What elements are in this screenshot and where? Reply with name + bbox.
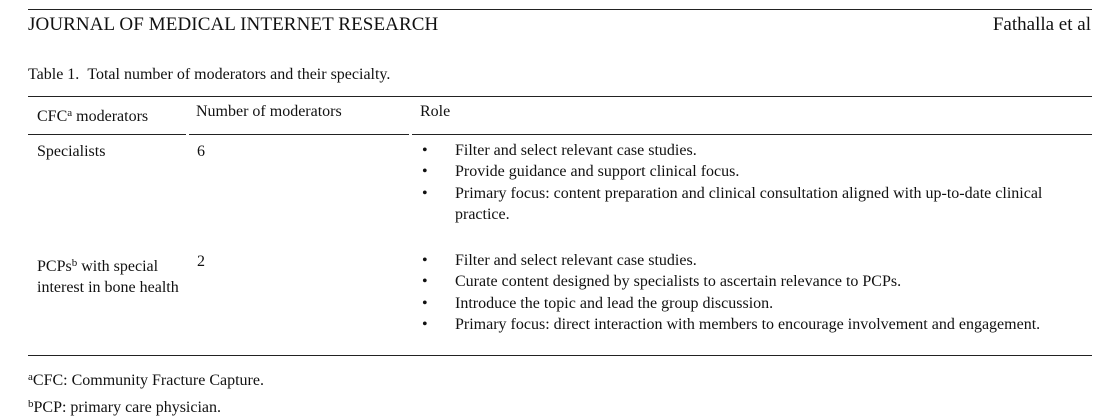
- author-running-head: Fathalla et al: [992, 14, 1091, 35]
- table-row-1-roles: [421, 140, 1093, 225]
- footnote-mark-b: b: [71, 257, 78, 269]
- journal-title: JOURNAL OF MEDICAL INTERNET RESEARCH: [28, 14, 439, 35]
- footnote-b: $^b$PCP: primary care physician.: [28, 398, 222, 416]
- column-header-number: Number of moderators: [196, 103, 342, 120]
- table-top-rule: [28, 96, 1092, 97]
- table-row-2-moderators: PCPs$^b$ with special interest in bone health: [37, 257, 179, 296]
- list-item: • Introduce the topic and lead the group discussion.: [421, 293, 1093, 314]
- table-row-1-moderators: Specialists: [37, 143, 106, 160]
- table-row-2-count: 2: [197, 253, 205, 270]
- list-item: • Primary focus: content preparation and clinical consultation aligned with up-to-date clinical practice.: [421, 183, 1093, 226]
- list-item: • Provide guidance and support clinical focus.: [421, 161, 1093, 182]
- column-header-role: Role: [420, 103, 451, 120]
- column-header-moderators: CFC$^a$ moderators: [37, 107, 149, 125]
- header-rule-gap-2: [409, 132, 412, 136]
- header-top-rule: [28, 9, 1092, 10]
- footnote-a: $^a$CFC: Community Fracture Capture.: [28, 371, 264, 389]
- header-rule-gap-1: [186, 132, 189, 136]
- list-item: • Filter and select relevant case studies.: [421, 140, 1093, 161]
- table-bottom-rule: [28, 355, 1092, 356]
- list-item: • Primary focus: direct interaction with members to encourage involvement and engagement.: [421, 314, 1093, 335]
- table-row-2-roles: [421, 250, 1093, 335]
- table-caption: [28, 66, 390, 84]
- list-item: • Filter and select relevant case studies.: [421, 250, 1093, 271]
- table-caption-text: Total number of moderators and their specialty.: [87, 66, 391, 83]
- table-row-1-count: 6: [197, 143, 205, 160]
- footnote-mark-a: a: [67, 107, 73, 119]
- list-item: • Curate content designed by specialists to ascertain relevance to PCPs.: [421, 271, 1093, 292]
- table-caption-label: Table 1.: [28, 66, 80, 83]
